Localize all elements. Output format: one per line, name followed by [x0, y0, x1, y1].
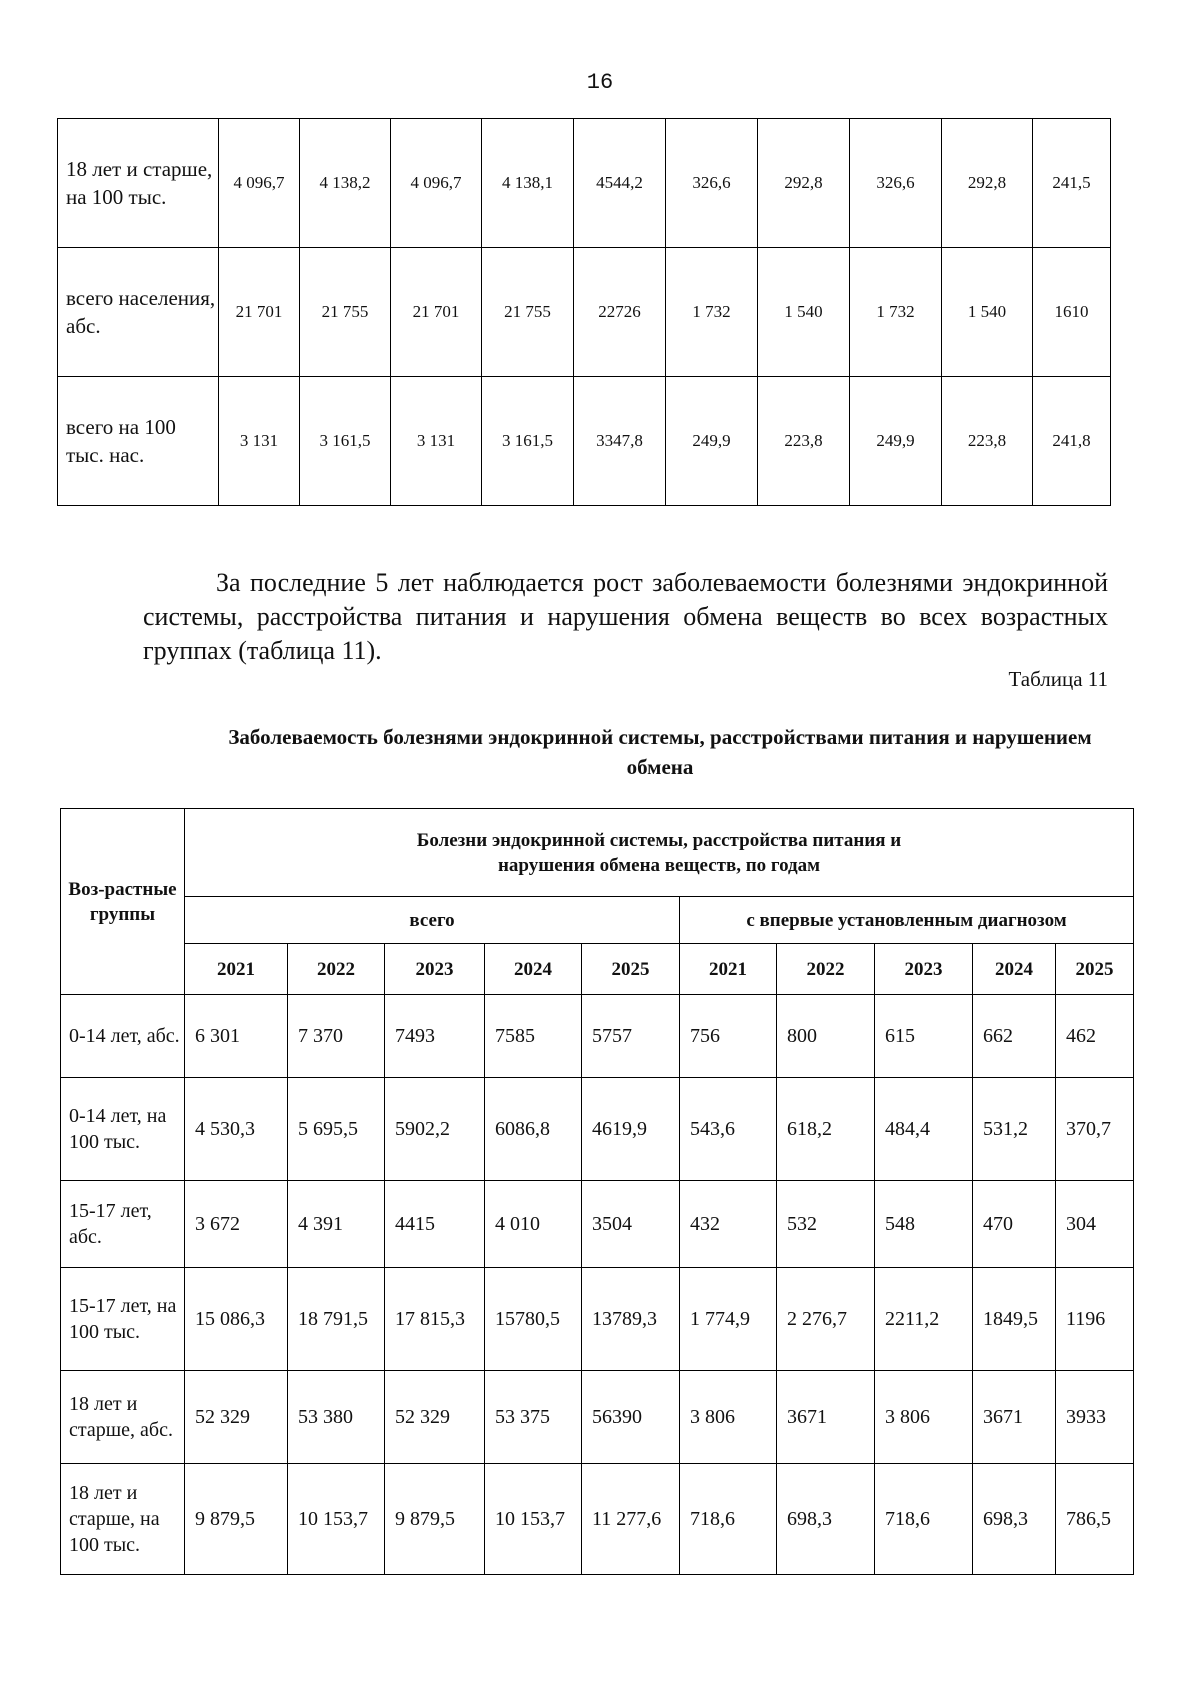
table-cell: 3671 [777, 1371, 875, 1464]
table-cell: 1196 [1056, 1268, 1134, 1371]
table-cell: 53 380 [288, 1371, 385, 1464]
table-cell: 15780,5 [485, 1268, 582, 1371]
table-cell: 3 131 [219, 377, 300, 506]
table-cell: 698,3 [777, 1464, 875, 1575]
table-cell: 21 755 [482, 248, 574, 377]
table-cell: 2 276,7 [777, 1268, 875, 1371]
table-cell: 5902,2 [385, 1078, 485, 1181]
table-cell: 1 540 [942, 248, 1033, 377]
table-cell: 53 375 [485, 1371, 582, 1464]
table-cell: 3 806 [875, 1371, 973, 1464]
table-title: Заболеваемость болезнями эндокринной системы, расстройствами питания и нарушением обмена [228, 725, 1092, 779]
table-11 [60, 808, 1134, 1575]
table-cell: 4415 [385, 1181, 485, 1268]
table-cell: 800 [777, 995, 875, 1078]
row-label: 18 лет и старше, абс. [61, 1371, 185, 1464]
table-cell: 4 138,1 [482, 119, 574, 248]
table-cell: 9 879,5 [185, 1464, 288, 1575]
table-cell: 4 530,3 [185, 1078, 288, 1181]
year-header: 2024 [973, 944, 1056, 995]
year-header: 2023 [385, 944, 485, 995]
table-cell: 9 879,5 [385, 1464, 485, 1575]
table-cell: 432 [680, 1181, 777, 1268]
row-label: 15-17 лет, на 100 тыс. [61, 1268, 185, 1371]
table-cell: 3 672 [185, 1181, 288, 1268]
row-label: всего населения, абс. [58, 248, 219, 377]
table-cell: 718,6 [680, 1464, 777, 1575]
table-cell: 698,3 [973, 1464, 1056, 1575]
table-cell: 52 329 [185, 1371, 288, 1464]
group-header: Болезни эндокринной системы, расстройства питания и нарушения обмена веществ, по годам [185, 809, 1134, 897]
table-cell: 615 [875, 995, 973, 1078]
table-cell: 3504 [582, 1181, 680, 1268]
table-cell: 21 701 [391, 248, 482, 377]
body-paragraph [143, 566, 1108, 668]
table-row [61, 1181, 1134, 1268]
table-cell: 4619,9 [582, 1078, 680, 1181]
table-cell: 718,6 [875, 1464, 973, 1575]
table-cell: 15 086,3 [185, 1268, 288, 1371]
table-cell: 1 732 [850, 248, 942, 377]
table-cell: 52 329 [385, 1371, 485, 1464]
table-cell: 1 774,9 [680, 1268, 777, 1371]
table-cell: 484,4 [875, 1078, 973, 1181]
table-cell: 22726 [574, 248, 666, 377]
table-cell: 223,8 [758, 377, 850, 506]
table-cell: 3 131 [391, 377, 482, 506]
table-cell: 7585 [485, 995, 582, 1078]
table-cell: 3 806 [680, 1371, 777, 1464]
table-cell: 1 540 [758, 248, 850, 377]
table-cell: 249,9 [850, 377, 942, 506]
table-cell: 10 153,7 [288, 1464, 385, 1575]
year-header: 2023 [875, 944, 973, 995]
year-header: 2022 [288, 944, 385, 995]
row-label: всего на 100 тыс. нас. [58, 377, 219, 506]
table-cell: 1 732 [666, 248, 758, 377]
year-header: 2024 [485, 944, 582, 995]
table-row [61, 1268, 1134, 1371]
table-cell: 304 [1056, 1181, 1134, 1268]
table-cell: 3671 [973, 1371, 1056, 1464]
year-header: 2021 [185, 944, 288, 995]
table-cell: 10 153,7 [485, 1464, 582, 1575]
table-cell: 548 [875, 1181, 973, 1268]
table-cell: 7493 [385, 995, 485, 1078]
table-cell: 18 791,5 [288, 1268, 385, 1371]
row-label: 18 лет и старше, на 100 тыс. [58, 119, 219, 248]
table-cell: 4 010 [485, 1181, 582, 1268]
table-cell: 4 391 [288, 1181, 385, 1268]
table-cell: 5757 [582, 995, 680, 1078]
table-cell: 223,8 [942, 377, 1033, 506]
table-cell: 5 695,5 [288, 1078, 385, 1181]
table-cell: 21 755 [300, 248, 391, 377]
table-cell: 662 [973, 995, 1056, 1078]
table-cell: 249,9 [666, 377, 758, 506]
table-row [58, 248, 1111, 377]
row-label: 0-14 лет, на 100 тыс. [61, 1078, 185, 1181]
table-row [58, 377, 1111, 506]
table-cell: 756 [680, 995, 777, 1078]
table-cell: 2211,2 [875, 1268, 973, 1371]
table-row [61, 1464, 1134, 1575]
table-row [58, 119, 1111, 248]
table-cell: 3 161,5 [482, 377, 574, 506]
table-cell: 56390 [582, 1371, 680, 1464]
table-cell: 462 [1056, 995, 1134, 1078]
table-cell: 4 138,2 [300, 119, 391, 248]
table-cell: 3347,8 [574, 377, 666, 506]
table-cell: 326,6 [850, 119, 942, 248]
table-cell: 470 [973, 1181, 1056, 1268]
table-cell: 543,6 [680, 1078, 777, 1181]
table-cell: 7 370 [288, 995, 385, 1078]
table-cell: 6 301 [185, 995, 288, 1078]
year-header: 2025 [1056, 944, 1134, 995]
table-row [61, 995, 1134, 1078]
table-cell: 17 815,3 [385, 1268, 485, 1371]
table-cell: 241,8 [1033, 377, 1111, 506]
table-cell: 532 [777, 1181, 875, 1268]
table-cell: 13789,3 [582, 1268, 680, 1371]
table-cell: 241,5 [1033, 119, 1111, 248]
table-cell: 292,8 [942, 119, 1033, 248]
table-cell: 326,6 [666, 119, 758, 248]
table-cell: 3933 [1056, 1371, 1134, 1464]
paragraph-text: За последние 5 лет наблюдается рост заболеваемости болезнями эндокринной системы, расстройства питания и нарушения обмена веществ во всех возрастных группах (таблица 11). [143, 568, 1108, 665]
row-header: Воз-растные группы [61, 809, 185, 995]
table-cell: 1610 [1033, 248, 1111, 377]
subheader-all: всего [185, 897, 680, 944]
table-cell: 618,2 [777, 1078, 875, 1181]
table-caption: Таблица 11 [1008, 667, 1108, 691]
table-cell: 6086,8 [485, 1078, 582, 1181]
table-row [61, 1078, 1134, 1181]
subheader-new-diagnosis: с впервые установленным диагнозом [680, 897, 1134, 944]
row-label: 15-17 лет, абс. [61, 1181, 185, 1268]
table-cell: 3 161,5 [300, 377, 391, 506]
table-cell: 4 096,7 [391, 119, 482, 248]
table-cell: 531,2 [973, 1078, 1056, 1181]
table-cell: 11 277,6 [582, 1464, 680, 1575]
table-cell: 292,8 [758, 119, 850, 248]
row-label: 18 лет и старше, на 100 тыс. [61, 1464, 185, 1575]
table-row [61, 1371, 1134, 1464]
table-cell: 786,5 [1056, 1464, 1134, 1575]
page-number: 16 [586, 70, 614, 95]
year-header: 2025 [582, 944, 680, 995]
year-header: 2022 [777, 944, 875, 995]
table-cell: 4544,2 [574, 119, 666, 248]
table-cell: 370,7 [1056, 1078, 1134, 1181]
table-cell: 4 096,7 [219, 119, 300, 248]
table-cell: 1849,5 [973, 1268, 1056, 1371]
table-cell: 21 701 [219, 248, 300, 377]
table-continued [57, 118, 1111, 506]
year-header: 2021 [680, 944, 777, 995]
row-label: 0-14 лет, абс. [61, 995, 185, 1078]
